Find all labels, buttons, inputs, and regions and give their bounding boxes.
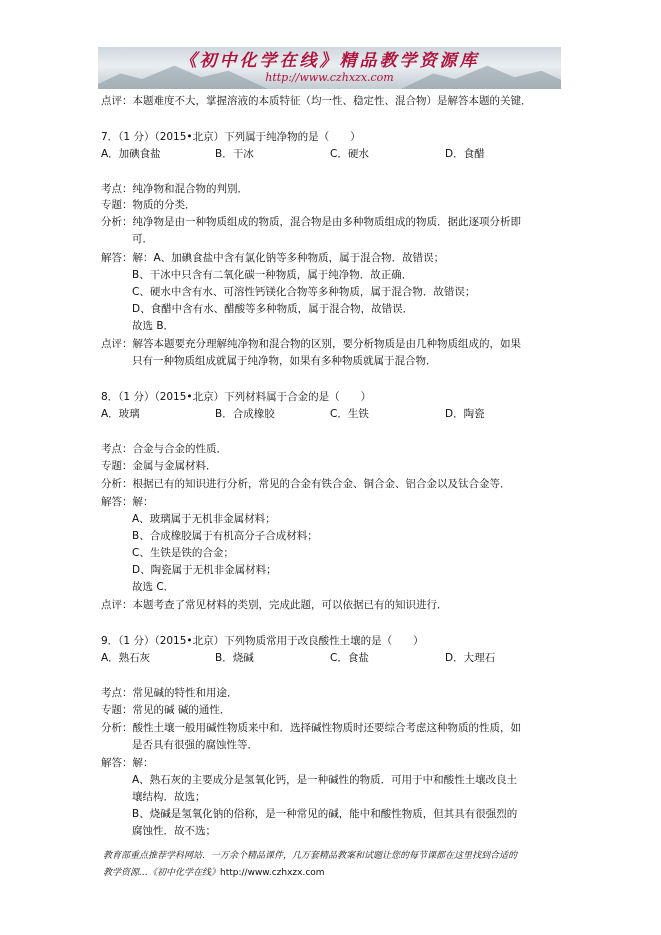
q8-option-a: A．玻璃 <box>101 408 140 420</box>
q8-solution-d: D、陶瓷属于无机非金属材料； <box>132 564 277 576</box>
q9-option-c: C．食盐 <box>330 652 369 664</box>
q8-solution-a: A、玻璃属于无机非金属材料； <box>132 513 276 525</box>
site-banner <box>98 47 561 89</box>
q8-comment: 点评：本题考查了常见材料的类别，完成此题，可以依据已有的知识进行． <box>101 599 448 611</box>
q9-analysis-cont: 是否具有很强的腐蚀性等． <box>132 739 258 751</box>
q8-option-b: B．合成橡胶 <box>215 408 275 420</box>
q7-solution: 解答：解：A、加碘食盐中含有氯化钠等多种物质，属于混合物．故错误； <box>101 252 445 264</box>
q7-option-d: D．食醋 <box>445 148 485 160</box>
q8-analysis: 分析：根据已有的知识进行分析，常见的合金有铁合金、铜合金、铝合金以及钛合金等． <box>101 478 511 490</box>
q9-stem: 9．（1 分）（2015•北京）下列物质常用于改良酸性土壤的是（ ） <box>101 635 424 647</box>
q8-solution-c: C、生铁是铁的合金； <box>132 547 234 559</box>
q6-comment: 点评：本题难度不大，掌握溶液的本质特征（均一性、稳定性、混合物）是解答本题的关键． <box>101 95 532 107</box>
q8-topic: 专题：金属与金属材料． <box>101 460 217 472</box>
q7-analysis-cont: 可． <box>132 233 153 245</box>
q7-comment: 点评：解答本题要充分理解纯净物和混合物的区别，要分析物质是由几种物质组成的，如果 <box>101 338 521 350</box>
q7-solution-b: B、干冰中只含有二氧化碳一种物质，属于纯净物．故正确． <box>132 269 413 281</box>
q9-solution-b: B、烧碱是氢氧化钠的俗称，是一种常见的碱，能中和酸性物质，但其具有很强烈的 <box>132 808 518 820</box>
q9-knowledge-point: 考点：常见碱的特性和用途． <box>101 687 238 699</box>
banner-url: http://www.czhxzx.com <box>265 71 394 84</box>
q7-solution-d: D、食醋中含有水、醋酸等多种物质，属于混合物，故错误． <box>132 303 414 315</box>
q9-analysis: 分析：酸性土壤一般用碱性物质来中和．选择碱性物质时还要综合考虑这种物质的性质，如 <box>101 722 521 734</box>
q8-stem: 8．（1 分）（2015•北京）下列材料属于合金的是（ ） <box>101 391 372 403</box>
q7-option-b: B．干冰 <box>215 148 254 160</box>
page-footer <box>103 848 573 882</box>
q9-option-d: D．大理石 <box>445 652 496 664</box>
q8-solution-b: B、合成橡胶属于有机高分子合成材料； <box>132 530 318 542</box>
q9-solution-a-cont: 壤结构．故选； <box>132 791 206 803</box>
q7-option-c: C．硬水 <box>330 148 369 160</box>
q9-option-b: B．烧碱 <box>215 652 254 664</box>
footer-line-1: 教育部重点推荐学科网站．一万余个精品课件，几万套精品教案和试题让您的每节课都在这里找到合适的 <box>103 851 518 861</box>
q9-solution-a: A、熟石灰的主要成分是氢氧化钙，是一种碱性的物质．可用于中和酸性土壤改良土 <box>132 774 518 786</box>
footer-line-2 <box>103 865 573 882</box>
q9-topic: 专题：常见的碱 碱的通性． <box>101 704 231 716</box>
q7-topic: 专题：物质的分类． <box>101 199 196 211</box>
q7-option-a: A．加碘食盐 <box>101 148 161 160</box>
footer-site-name: 教学资源…《初中化学在线》 <box>103 868 221 878</box>
q7-comment-cont: 只有一种物质组成就属于纯净物，如果有多种物质就属于混合物． <box>132 355 437 367</box>
q7-analysis: 分析：纯净物是由一种物质组成的物质，混合物是由多种物质组成的物质．据此逐项分析即 <box>101 216 521 228</box>
q8-answer: 故选 C． <box>132 581 175 593</box>
q8-solution: 解答：解： <box>101 496 154 508</box>
q9-option-a: A．熟石灰 <box>101 652 151 664</box>
q9-solution: 解答：解： <box>101 757 154 769</box>
q7-solution-c: C、硬水中含有水、可溶性钙镁化合物等多种物质，属于混合物．故错误； <box>132 286 476 298</box>
banner-title: 《初中化学在线》精品教学资源库 <box>179 51 480 71</box>
q7-stem: 7．（1 分）（2015•北京）下列属于纯净物的是（ ） <box>101 131 361 143</box>
q7-answer: 故选 B． <box>132 320 175 332</box>
footer-url-link[interactable]: http://www.czhxzx.com <box>220 868 325 878</box>
q9-solution-b-cont: 腐蚀性．故不选； <box>132 825 216 837</box>
q7-knowledge-point: 考点：纯净物和混合物的判别． <box>101 183 248 195</box>
q8-knowledge-point: 考点：合金与合金的性质． <box>101 443 227 455</box>
q8-option-d: D．陶瓷 <box>445 408 485 420</box>
q8-option-c: C．生铁 <box>330 408 369 420</box>
